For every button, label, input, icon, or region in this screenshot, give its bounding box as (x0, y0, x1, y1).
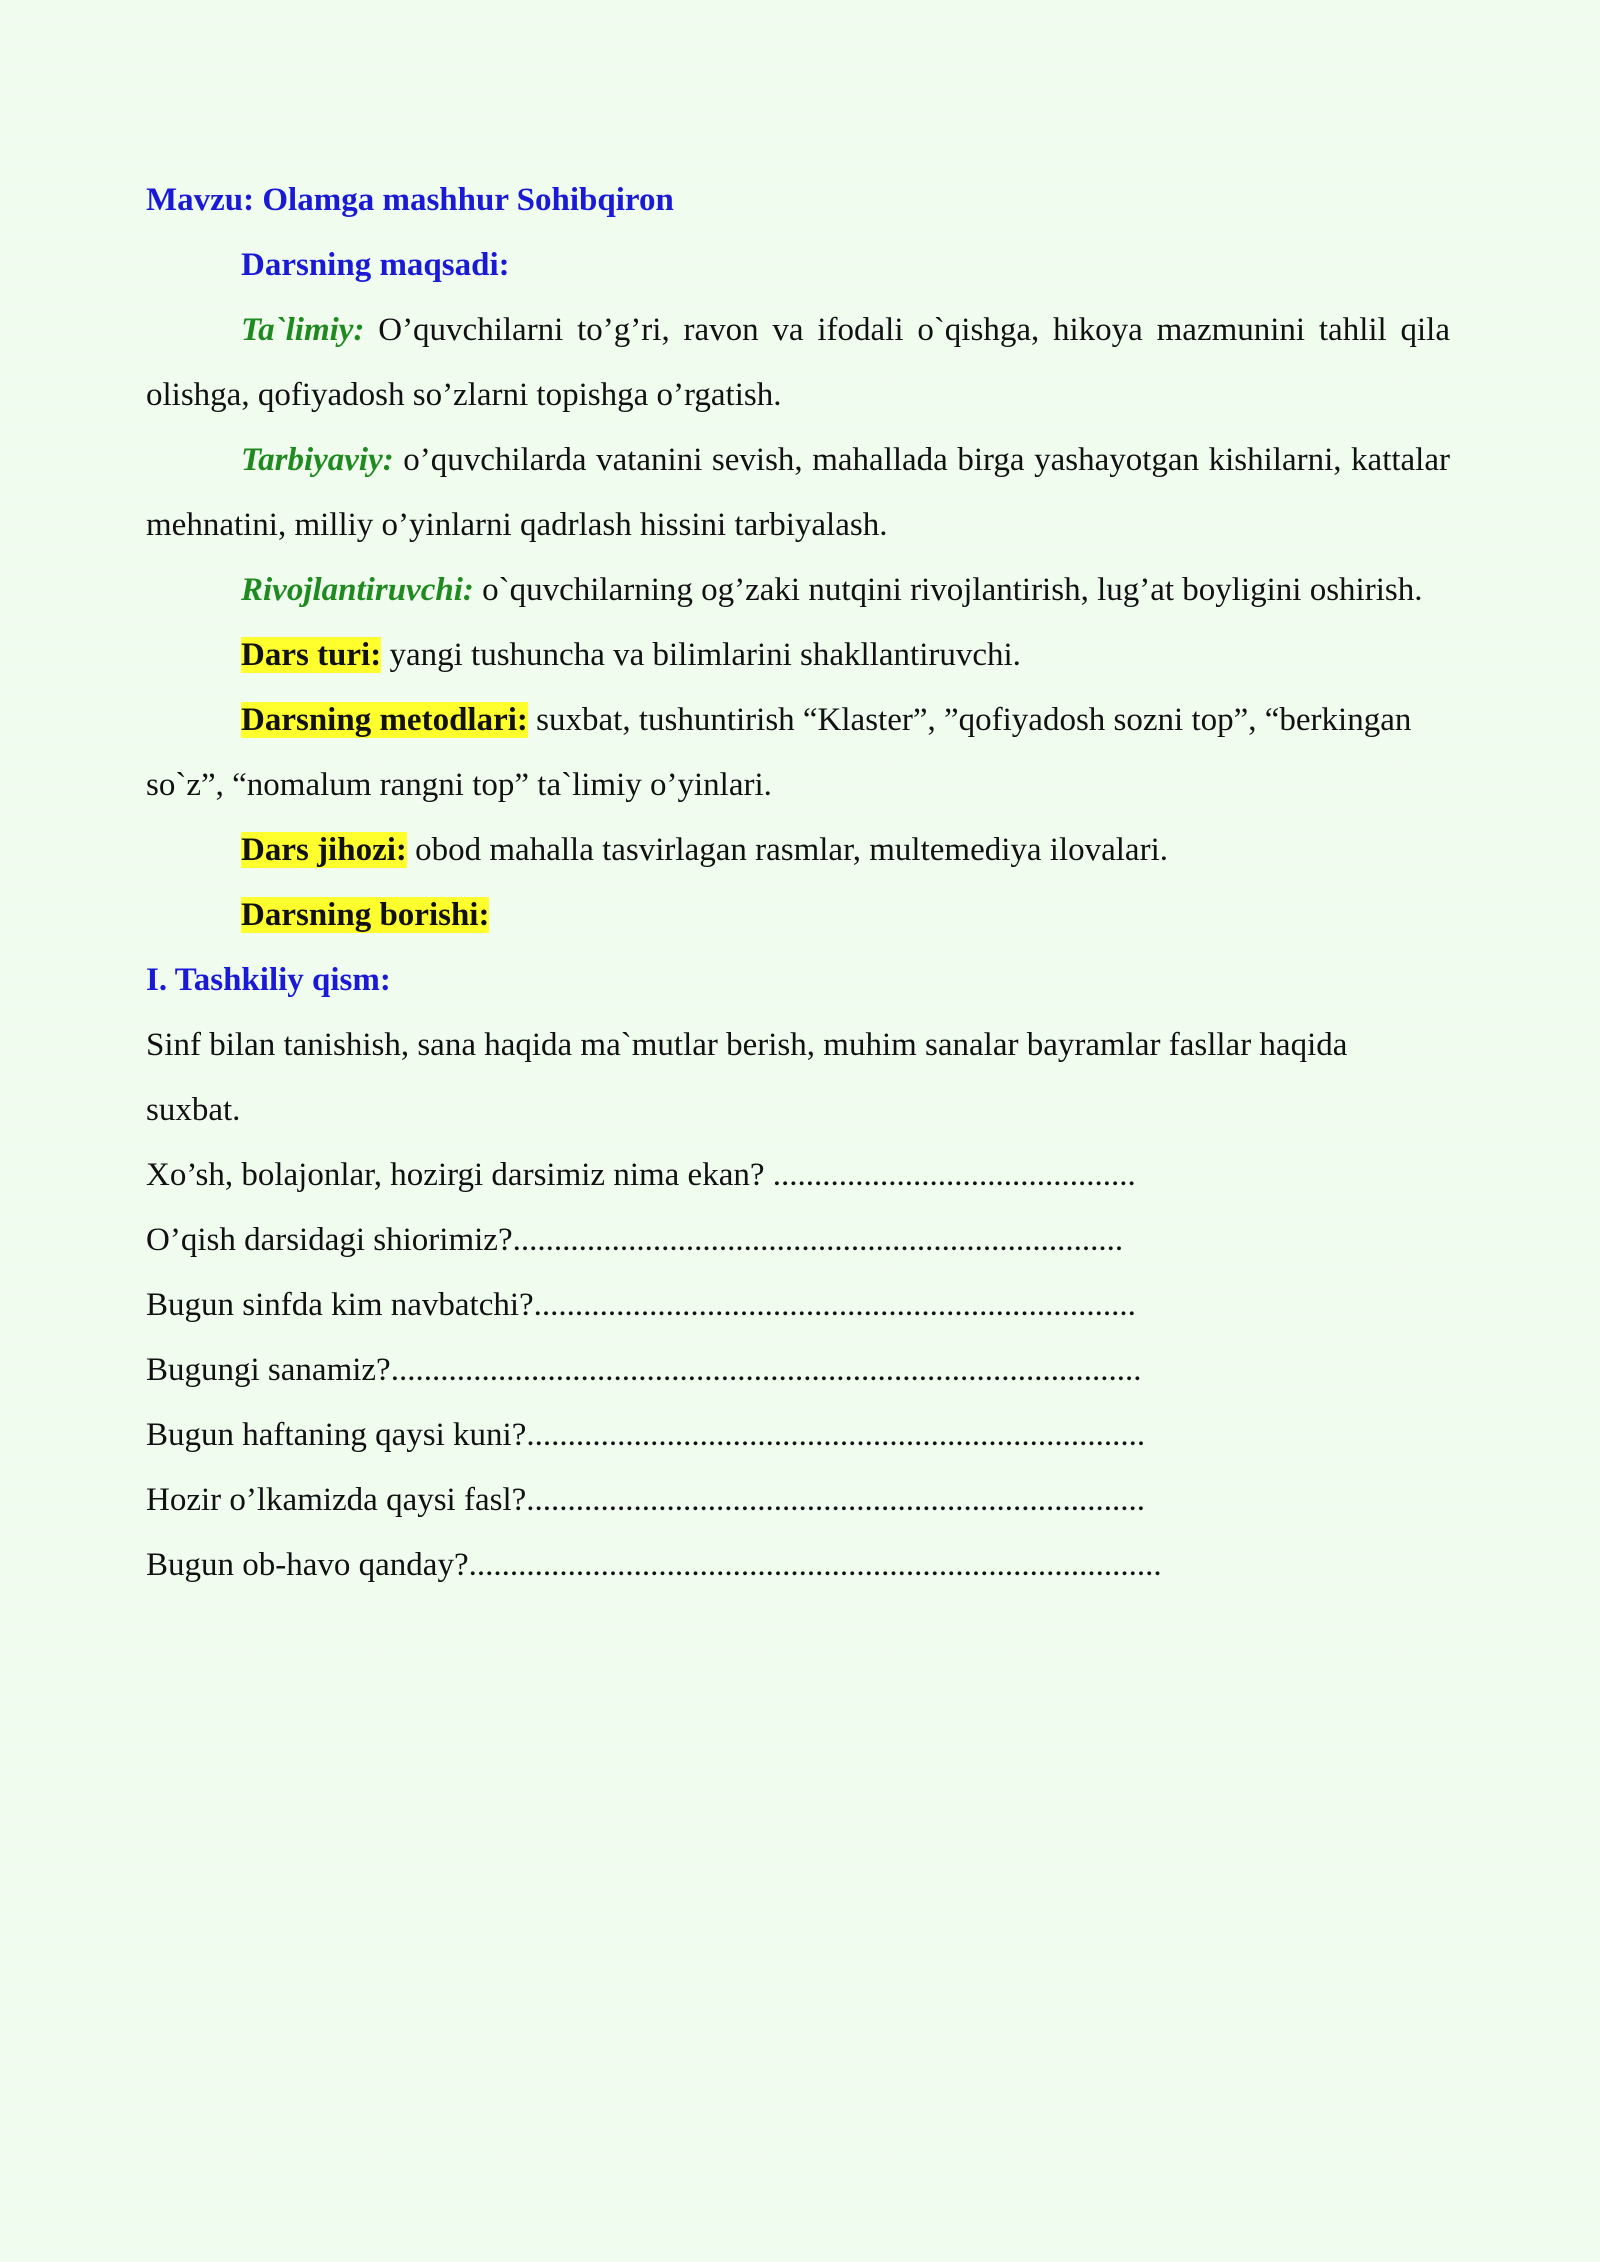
lesson-methods-text: suxbat, tushuntirish “Klaster”, ”qofiyadosh sozni top”, “berkingan so`z”, “nomalum rangni top” ta`limiy o’yinlari. (146, 702, 1412, 803)
lesson-title: Mavzu: Olamga mashhur Sohibqiron (146, 182, 674, 218)
objective-educational-label: Ta`limiy: (241, 312, 365, 348)
lesson-equipment-label: Dars jihozi: (241, 832, 407, 868)
lesson-methods (146, 688, 1450, 818)
objective-developmental (146, 558, 1450, 623)
course-heading-label: Darsning borishi: (241, 897, 490, 933)
question-line: Bugungi sanamiz?........................................................................................... (146, 1352, 1142, 1388)
question-line: O’qish darsidagi shiorimiz?.......................................................................... (146, 1222, 1124, 1258)
question-line: Xo’sh, bolajonlar, hozirgi darsimiz nima ekan? ............................................ (146, 1157, 1136, 1193)
lesson-methods-label: Darsning metodlari: (241, 702, 528, 738)
objectives-heading: Darsning maqsadi: (241, 247, 510, 283)
objective-educational-text: O’quvchilarni to’g’ri, ravon va ifodali o`qishga, hikoya mazmunini tahlil qila olishga, qofiyadosh so’zlarni topishga o’rgatish. (146, 312, 1450, 413)
lesson-type-text: yangi tushuncha va bilimlarini shakllantiruvchi. (381, 637, 1021, 673)
question-line: Bugun ob-havo qanday?.................................................................................... (146, 1547, 1162, 1583)
lesson-equipment-text: obod mahalla tasvirlagan rasmlar, multemediya ilovalari. (406, 832, 1168, 868)
objective-upbringing (146, 428, 1450, 558)
objective-upbringing-text: o’quvchilarda vatanini sevish, mahallada birga yashayotgan kishilarni, kattalar mehnatini, milliy o’yinlarni qadrlash hissini tarbiyalash. (146, 442, 1450, 543)
objective-developmental-text: o`quvchilarning og’zaki nutqini rivojlantirish, lug’at boyligini oshirish. (473, 572, 1423, 608)
lesson-type-label: Dars turi: (241, 637, 382, 673)
question-line: Bugun haftaning qaysi kuni?........................................................................... (146, 1417, 1146, 1453)
course-heading (146, 883, 1450, 948)
intro-paragraph: Sinf bilan tanishish, sana haqida ma`mutlar berish, muhim sanalar bayramlar fasllar haqida suxbat. (146, 1027, 1348, 1128)
question-line: Hozir o’lkamizda qaysi fasl?........................................................................... (146, 1482, 1146, 1518)
objective-developmental-label: Rivojlantiruvchi: (241, 572, 474, 608)
objective-upbringing-label: Tarbiyaviy: (241, 442, 394, 478)
lesson-type (146, 623, 1450, 688)
question-line: Bugun sinfda kim navbatchi?......................................................................... (146, 1287, 1136, 1323)
section-heading: I. Tashkiliy qism: (146, 962, 391, 998)
objective-educational (146, 298, 1450, 428)
lesson-equipment (146, 818, 1450, 883)
